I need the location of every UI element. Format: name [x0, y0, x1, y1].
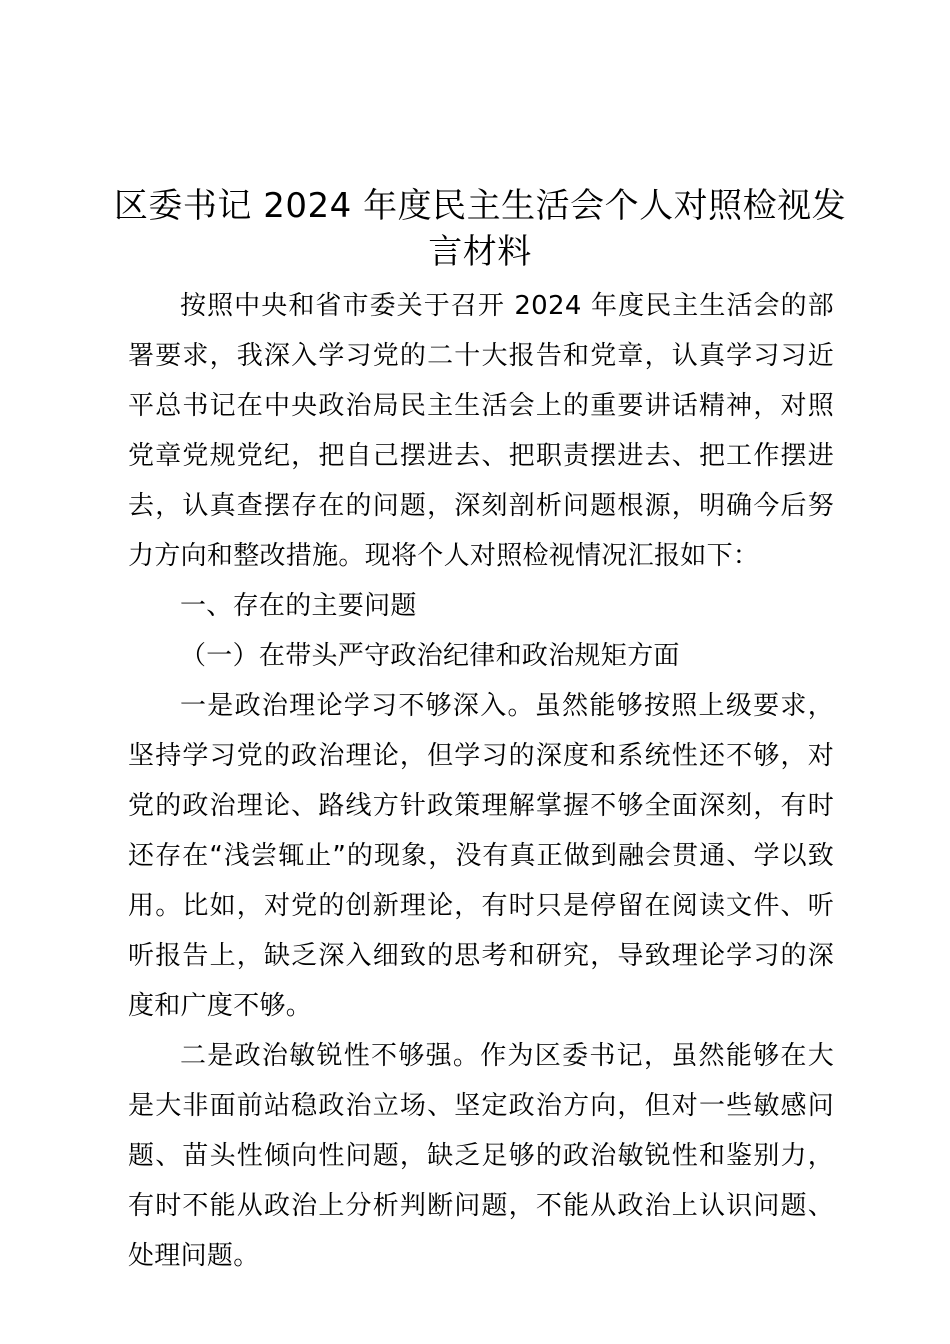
- intro-paragraph: 按照中央和省市委关于召开 2024 年度民主生活会的部署要求，我深入学习党的二十大报告和党章，认真学习习近平总书记在中央政治局民主生活会上的重要讲话精神，对照党章党规党纪，把自己摆进去、把职责摆进去、把工作摆进去，认真查摆存在的问题，深刻剖析问题根源，明确今后努力方向和整改措施。现将个人对照检视情况汇报如下：: [128, 291, 834, 571]
- subsection-heading: （一）在带头严守政治纪律和政治规矩方面: [180, 641, 680, 671]
- issue-paragraph-two: 二是政治敏锐性不够强。作为区委书记，虽然能够在大是大非面前站稳政治立场、坚定政治方向，但对一些敏感问题、苗头性倾向性问题，缺乏足够的政治敏锐性和鉴别力，有时不能从政治上分析判断问题，不能从政治上认识问题、处理问题。: [128, 1041, 834, 1271]
- document-title: 区委书记 2024 年度民主生活会个人对照检视发言材料: [113, 186, 847, 272]
- document-body: [128, 281, 834, 1281]
- issue-paragraph-one: 一是政治理论学习不够深入。虽然能够按照上级要求，坚持学习党的政治理论，但学习的深度和系统性还不够，对党的政治理论、路线方针政策理解掌握不够全面深刻，有时还存在“浅尝辄止”的现象，没有真正做到融会贯通、学以致用。比如，对党的创新理论，有时只是停留在阅读文件、听听报告上，缺乏深入细致的思考和研究，导致理论学习的深度和广度不够。: [128, 691, 834, 1021]
- section-heading: 一、存在的主要问题: [180, 591, 417, 621]
